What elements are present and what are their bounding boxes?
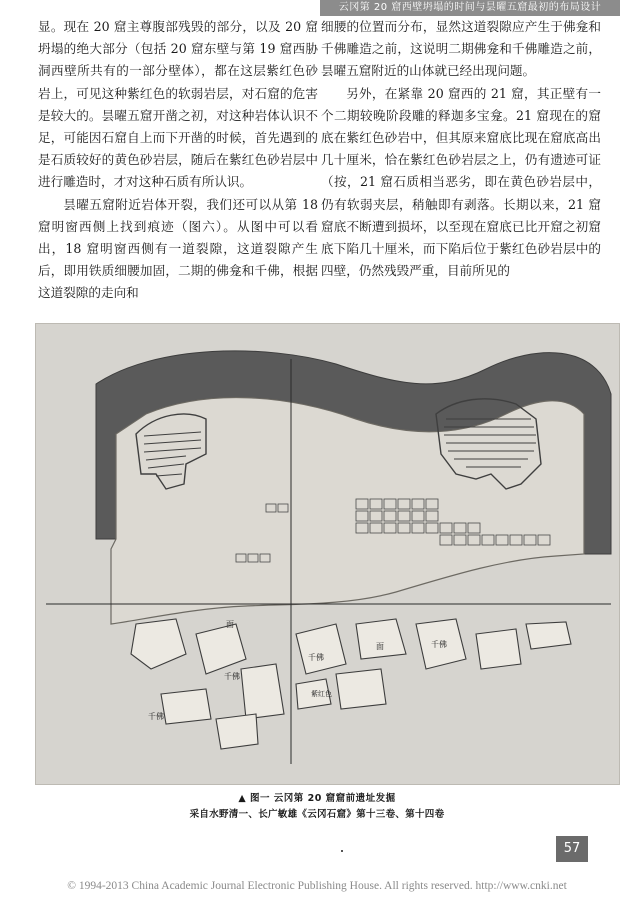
rubble-blocks bbox=[131, 619, 571, 749]
label-qianfo-mid: 千佛 bbox=[224, 672, 240, 681]
label-block-b: 面 bbox=[376, 642, 384, 651]
page-number: 57 bbox=[556, 836, 588, 862]
label-block-a: 面 bbox=[226, 620, 234, 629]
left-paragraph-1: 显。现在 20 窟主尊腹部残毁的部分，以及 20 窟坍塌的绝大部分（包括 20 窟东壁与第 19 窟西胁洞西壁所共有的一部分壁体），都在这层紫红色砂岩上，可见这种紫红色的软弱岩层，对石窟的危害是较大的。昙曜五窟开凿之初，对这种岩体认识不足，可能因石窟自上而下开凿的时候，首先遇到的是石质较好的黄色砂岩层，随后在紫红色砂岩层中进行雕造时，才对这种石质有所认识。 bbox=[38, 19, 318, 190]
site-plan-drawing bbox=[36, 324, 619, 784]
figure-caption-source: 采自水野清一、长广敏雄《云冈石窟》第十三卷、第十四卷 bbox=[189, 809, 445, 820]
figure-caption-title: ▲ 图一 云冈第 20 窟窟前遗址发掘 bbox=[238, 793, 396, 804]
label-qianfo-left: 千佛 bbox=[148, 712, 164, 721]
label-small-note: 紫红色 bbox=[311, 690, 332, 698]
right-paragraph-1: 细腰的位置而分布，显然这道裂隙应产生于佛龛和千佛雕造之前，这说明二期佛龛和千佛雕造之前，昙曜五窟附近的山体就已经出现问题。 bbox=[321, 19, 601, 79]
left-paragraph-2: 昙曜五窟附近岩体开裂，我们还可以从第 18 窟明窗西侧上找到痕迹（图六）。从图中可以看出，18 窟明窗西侧有一道裂隙，这道裂隙产生后，即用铁质细腰加固，二期的佛龛和千佛，根据这道裂隙的走向和 bbox=[38, 196, 318, 301]
right-text-column bbox=[321, 16, 601, 282]
left-text-column bbox=[38, 16, 318, 305]
running-header: 云冈第 20 窟西壁坍塌的时间与昙曜五窟最初的布局设计 bbox=[320, 0, 620, 16]
right-paragraph-2: 另外，在紧靠 20 窟西的 21 窟，其正壁有一个二期较晚阶段雕的释迦多宝龛。21 窟现在的窟底在紫红色砂岩中，但其原来窟底比现在窟底高出几十厘米，恰在紫红色砂岩层之上，仍有遗迹可证（按，21 窟石质相当恶劣，即在黄色砂岩层中，仍有软弱夹层，稍触即有剥落。长期以来，21 窟窟底不断遭到损坏，以至现在窟底已比开窟之初窟底下陷几十厘米，而下陷后位于紫红色砂岩层中的四壁，仍然残毁严重，目前所见的 bbox=[321, 85, 601, 279]
excavation-site-plan bbox=[35, 323, 620, 785]
copyright-footer: © 1994-2013 China Academic Journal Electronic Publishing House. All rights reserved. http://www.cnki.net bbox=[67, 880, 567, 892]
site-area bbox=[111, 398, 584, 624]
label-qianfo-right: 千佛 bbox=[431, 640, 447, 649]
label-qianfo-low: 千佛 bbox=[308, 653, 324, 662]
page-dot bbox=[341, 850, 343, 852]
